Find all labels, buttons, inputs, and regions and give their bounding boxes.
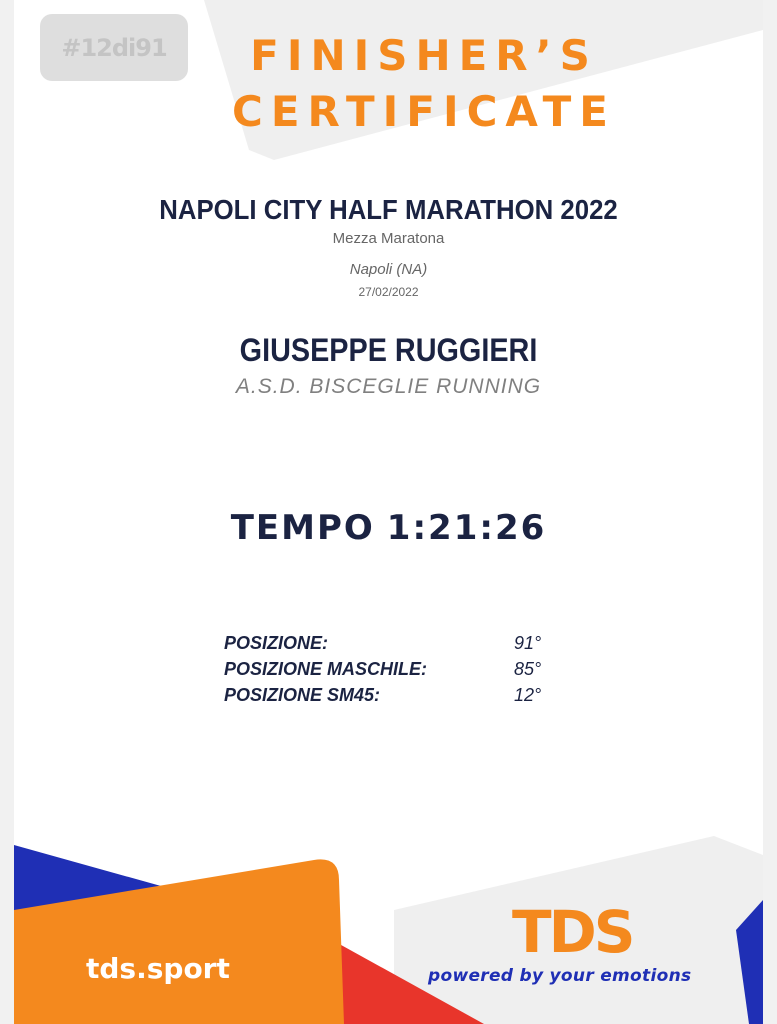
finish-time-value: 1:21:26 bbox=[386, 508, 547, 548]
result-label-overall: POSIZIONE: bbox=[224, 632, 329, 653]
event-date: 27/02/2022 bbox=[358, 285, 419, 299]
event-name: NAPOLI CITY HALF MARATHON 2022 bbox=[159, 194, 618, 225]
result-value-category: 12° bbox=[514, 684, 542, 705]
finish-time-label: TEMPO bbox=[230, 508, 375, 548]
tds-logo-icon bbox=[512, 896, 652, 960]
tds-logo-text: TDS bbox=[512, 898, 633, 960]
result-value-male: 85° bbox=[514, 658, 542, 679]
tagline: powered by your emotions bbox=[428, 966, 692, 986]
event-city: Napoli (NA) bbox=[349, 261, 428, 278]
certificate-title-line1: FINISHER’S bbox=[250, 31, 598, 80]
result-row-male bbox=[224, 656, 584, 682]
athlete-name: GIUSEPPE RUGGIERI bbox=[239, 332, 538, 368]
result-row-overall bbox=[224, 630, 584, 656]
event-type: Mezza Maratona bbox=[332, 230, 445, 247]
result-value-overall: 91° bbox=[514, 632, 542, 653]
result-row-category bbox=[224, 682, 584, 708]
result-label-category: POSIZIONE SM45: bbox=[224, 684, 381, 705]
athlete-club: A.S.D. BISCEGLIE RUNNING bbox=[235, 375, 542, 398]
results-table bbox=[224, 630, 584, 708]
tds-sport-link[interactable]: tds.sport bbox=[86, 952, 230, 985]
certificate-title-line2: CERTIFICATE bbox=[232, 87, 616, 136]
certificate-title bbox=[114, 28, 734, 140]
result-label-male: POSIZIONE MASCHILE: bbox=[224, 658, 428, 679]
participant-counter-text: #12di91 bbox=[61, 33, 167, 62]
finish-time bbox=[14, 508, 763, 548]
certificate-sheet bbox=[14, 0, 763, 1024]
